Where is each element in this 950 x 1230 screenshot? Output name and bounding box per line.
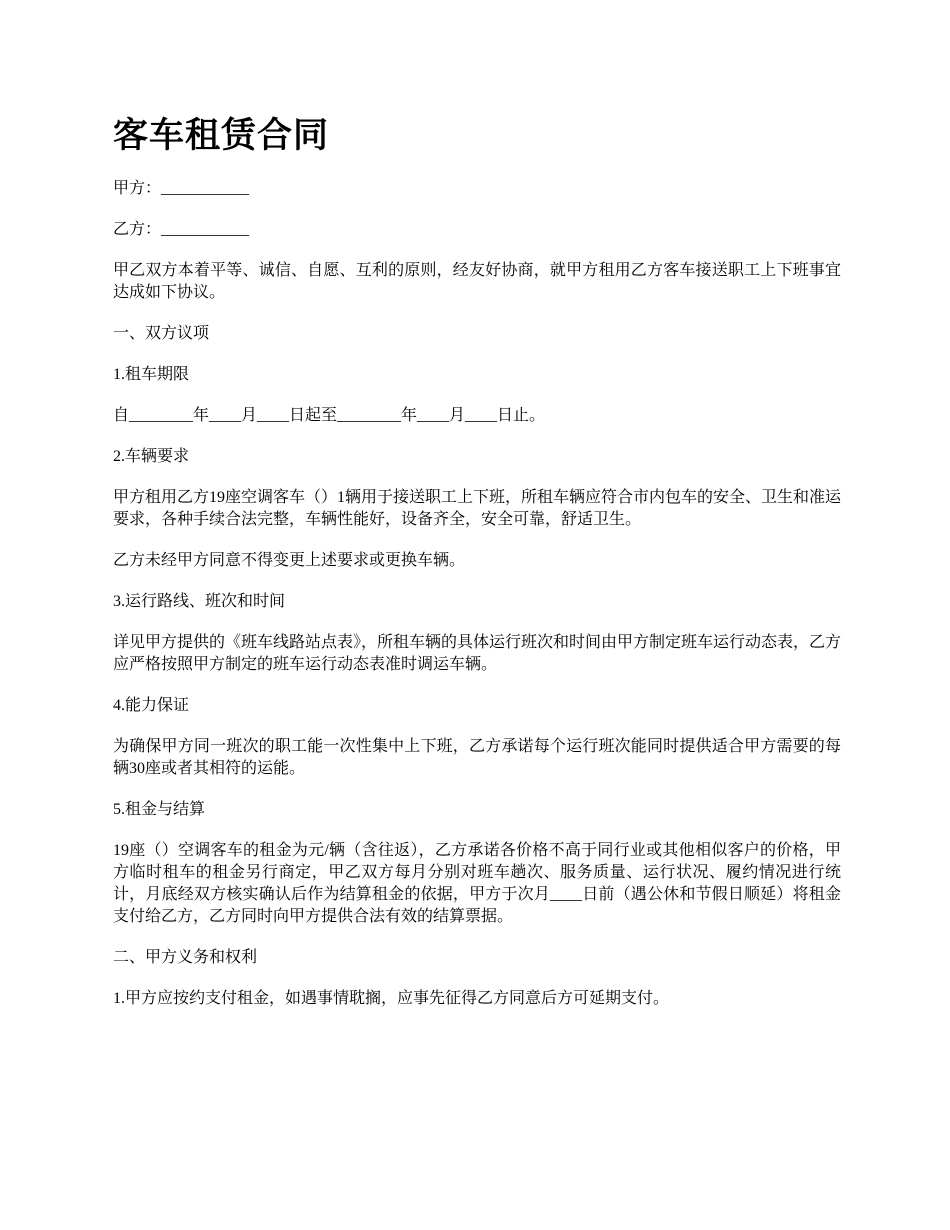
document-title: 客车租赁合同 [113, 116, 330, 156]
clause-heading-route-schedule: 3.运行路线、班次和时间 [113, 593, 286, 610]
capacity-paragraph: 为确保甲方同一班次的职工能一次性集中上下班，乙方承诺每个运行班次能同时提供适合甲方需要的每辆30座或者其相符的运能。 [113, 738, 841, 777]
section-heading-1: 一、双方议项 [113, 325, 210, 342]
vehicle-change-paragraph: 乙方未经甲方同意不得变更上述要求或更换车辆。 [113, 552, 466, 569]
rent-settlement-paragraph: 19座（）空调客车的租金为元/辆（含往返），乙方承诺各价格不高于同行业或其他相似客户的价格，甲方临时租车的租金另行商定，甲乙双方每月分别对班车趟次、服务质量、运行状况、履约情况进行统计，月底经双方核实确认后作为结算租金的依据，甲方于次月____日前（遇公休和节假日顺延）将租金支付给乙方，乙方同时向甲方提供合法有效的结算票据。 [113, 842, 841, 925]
clause-heading-rental-period: 1.租车期限 [113, 366, 190, 383]
clause-heading-rent-settlement: 5.租金与结算 [113, 801, 206, 818]
rental-period-paragraph: 自________年____月____日起至________年____月____日止。 [113, 407, 546, 424]
party-a-line: 甲方：___________ [113, 180, 250, 197]
party-b-line: 乙方：___________ [113, 221, 250, 238]
section-heading-2: 二、甲方义务和权利 [113, 949, 258, 966]
vehicle-requirements-paragraph: 甲方租用乙方19座空调客车（）1辆用于接送职工上下班，所租车辆应符合市内包车的安全、卫生和准运要求，各种手续合法完整，车辆性能好，设备齐全，安全可靠，舒适卫生。 [113, 489, 842, 528]
clause-heading-vehicle-requirements: 2.车辆要求 [113, 448, 190, 465]
document-page [113, 110, 841, 1029]
route-schedule-paragraph: 详见甲方提供的《班车线路站点表》，所租车辆的具体运行班次和时间由甲方制定班车运行动态表，乙方应严格按照甲方制定的班车运行动态表准时调运车辆。 [113, 634, 842, 673]
clause-heading-capacity: 4.能力保证 [113, 697, 190, 714]
party-a-obligation-1: 1.甲方应按约支付租金，如遇事情耽搁，应事先征得乙方同意后方可延期支付。 [113, 990, 670, 1007]
preamble-paragraph: 甲乙双方本着平等、诚信、自愿、互利的原则，经友好协商，就甲方租用乙方客车接送职工上下班事宜达成如下协议。 [113, 262, 841, 301]
